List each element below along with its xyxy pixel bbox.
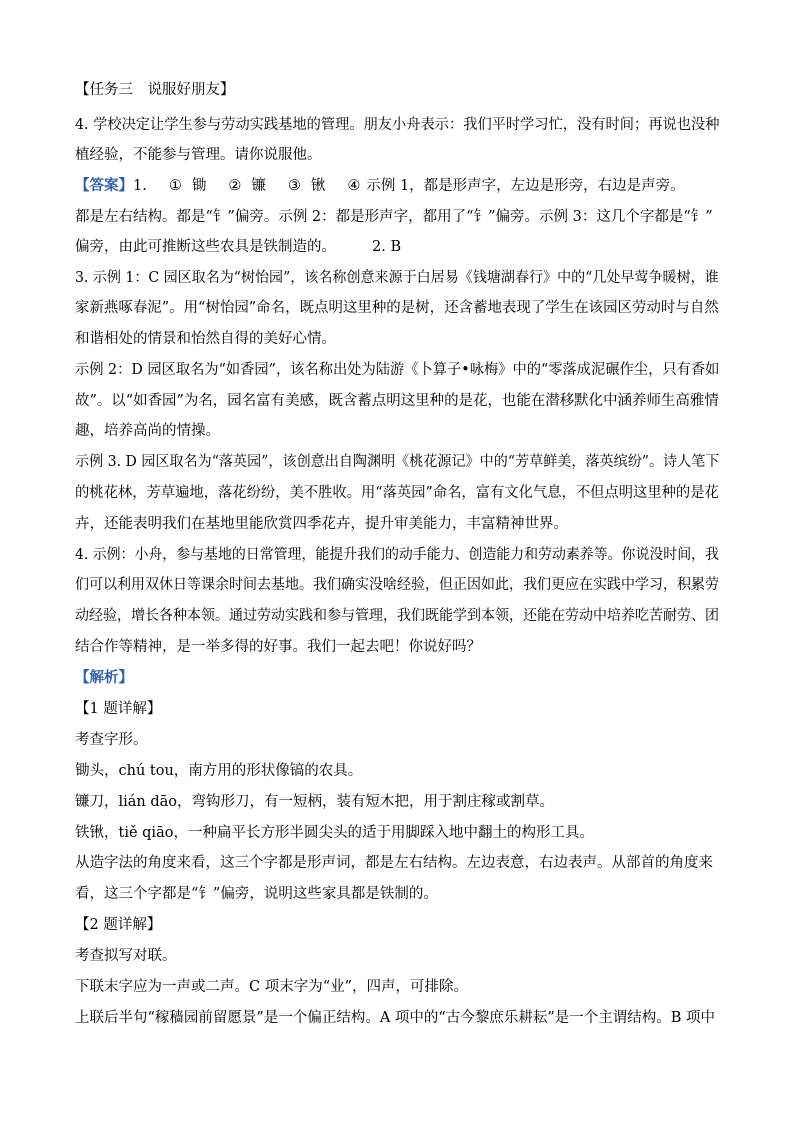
answer-3-line-9: 卉，还能表明我们在基地里能欣赏四季花卉，提升审美能力，丰富精神世界。: [75, 516, 568, 532]
answer-3-line-3: 和谐相处的情景和怡然自得的美好心情。: [75, 331, 336, 347]
answer-4-line-1: 4. 示例：小舟，参与基地的日常管理，能提升我们的动手能力、创造能力和劳动素养等。你说没时间，我: [75, 547, 719, 563]
analysis-1-line-1: 考查字形。: [75, 732, 148, 748]
question-1-detail-heading: 【1 题详解】: [75, 701, 162, 717]
answer-3-line-5: 故”。以“如香园”为名，园名富有美感，既含蓄点明这里种的是花，也能在潜移默化中涵养师生高雅情: [75, 393, 719, 409]
blank-4-answer: 示例 1，都是形声字，左边是形旁，右边是声旁。: [366, 178, 685, 194]
analysis-1-line-6: 看，这三个字都是“钅”偏旁，说明这些家具都是铁制的。: [75, 886, 438, 902]
answer-3-line-2: 家新燕啄春泥”。用“树怡园”命名，既点明这里种的是树，还含蓄地表现了学生在该园区劳动时与自然: [75, 300, 719, 316]
answer-4-line-3: 动经验，增长各种本领。通过劳动实践和参与管理，我们既能学到本领，还能在劳动中培养吃苦耐劳、团: [75, 608, 719, 624]
answer-4-line-4: 结合作等精神，是一举多得的好事。我们一起去吧！你说好吗？: [75, 639, 481, 655]
analysis-1-line-5: 从造字法的角度来看，这三个字都是形声词，都是左右结构。左边表意，右边表声。从部首的角度来: [75, 855, 713, 871]
blank-3-answer: 锹: [310, 178, 326, 194]
answer-line-3: [75, 237, 401, 257]
blank-1-marker: ①: [168, 178, 182, 194]
blank-2-answer: 镰: [251, 178, 266, 194]
answer-item-2: 2. B: [372, 239, 402, 255]
answer-3-line-1: 3. 示例 1：C 园区取名为“树怡园”，该名称创意来源于白居易《钱塘湖春行》中的“几处早莺争暖树，谁: [75, 270, 719, 286]
answer-3-line-7: 示例 3. D 园区取名为“落英园”，该创意出自陶渊明《桃花源记》中的“芳草鲜美，落英缤纷”。诗人笔下: [75, 454, 720, 470]
answer-3-line-6: 趣，培养高尚的情操。: [75, 423, 220, 439]
answer-line-1: [75, 176, 685, 196]
analysis-2-line-2: 下联末字应为一声或二声。C 项末字为“业”，四声，可排除。: [75, 979, 469, 995]
question-4-line-1: 4. 学校决定让学生参与劳动实践基地的管理。朋友小舟表示：我们平时学习忙，没有时间；再说也没种: [75, 117, 720, 133]
blank-1-answer: 锄: [191, 178, 207, 194]
answer-line-3-text: 偏旁，由此可推断这些农具是铁制造的。: [75, 239, 336, 255]
answer-item-1-number: 1.: [133, 178, 147, 194]
question-4-line-2: 植经验，不能参与管理。请你说服他。: [75, 147, 322, 163]
analysis-1-line-3: 镰刀，lián dāo，弯钩形刀，有一短柄，装有短木把，用于割庄稼或割草。: [75, 794, 555, 810]
analysis-1-line-2: 锄头，chú tou，南方用的形状像镐的农具。: [75, 763, 363, 779]
question-2-detail-heading: 【2 题详解】: [75, 917, 162, 933]
blank-3-marker: ③: [287, 178, 301, 194]
analysis-label: 【解析】: [75, 669, 133, 686]
answer-line-2: 都是左右结构。都是“钅”偏旁。示例 2：都是形声字，都用了“钅”偏旁。示例 3：这几个字都是“钅”: [75, 209, 713, 225]
answer-4-line-2: 们可以利用双休日等课余时间去基地。我们确实没啥经验，但正因如此，我们更应在实践中学习，积累劳: [75, 577, 719, 593]
blank-2-marker: ②: [228, 178, 242, 194]
analysis-1-line-4: 铁锹，tiě qiāo，一种扁平长方形半圆尖头的适于用脚踩入地中翻土的构形工具。: [75, 825, 594, 841]
answer-label: 【答案】: [75, 177, 133, 194]
analysis-2-line-1: 考查拟写对联。: [75, 948, 177, 964]
section-header: 【任务三 说服好朋友】: [75, 82, 235, 98]
analysis-2-line-3: 上联后半句“稼穑园前留愿景”是一个偏正结构。A 项中的“古今黎庶乐耕耘”是一个主谓结构。B 项中: [75, 1010, 715, 1026]
blank-4-marker: ④: [347, 178, 361, 194]
answer-3-line-8: 的桃花林，芳草遍地，落花纷纷，美不胜收。用“落英园”命名，富有文化气息，不但点明这里种的是花: [75, 485, 719, 501]
answer-3-line-4: 示例 2：D 园区取名为“如香园”，该名称出处为陆游《卜算子•咏梅》中的“零落成泥碾作尘，只有香如: [75, 362, 720, 378]
